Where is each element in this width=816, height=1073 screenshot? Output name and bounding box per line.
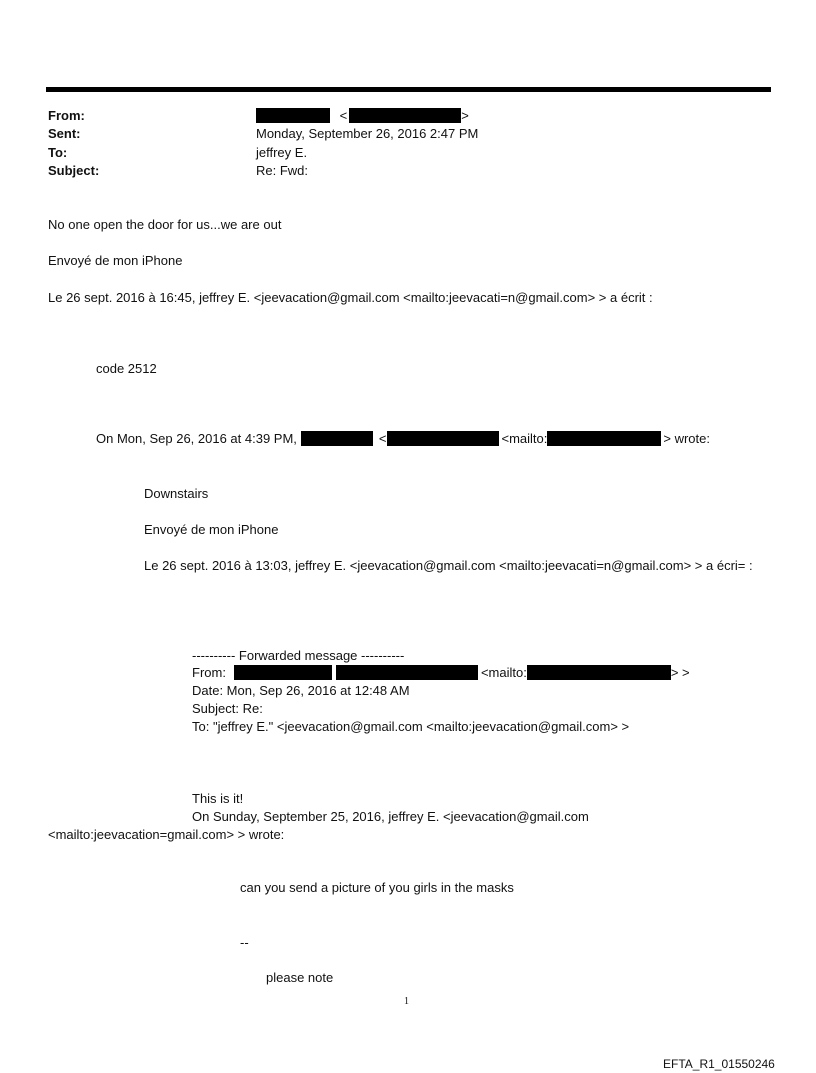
on-mon-lt: < <box>378 431 387 446</box>
subject-label: Subject: <box>48 163 100 178</box>
body-please-note: please note <box>266 970 334 985</box>
body-on-sunday-cont: <mailto:jeevacation=gmail.com> > wrote: <box>48 827 285 842</box>
redaction-box <box>336 665 478 680</box>
from-label: From: <box>48 108 85 123</box>
forwarded-subject: Subject: Re: <box>192 701 263 716</box>
forwarded-from-line <box>192 665 690 681</box>
body-on-mon-line <box>96 431 710 447</box>
on-mon-prefix: On Mon, Sep 26, 2016 at 4:39 PM, <box>96 431 297 446</box>
bates-number: EFTA_R1_01550246 <box>663 1057 775 1071</box>
body-code: code 2512 <box>96 361 157 376</box>
forwarded-date: Date: Mon, Sep 26, 2016 at 12:48 AM <box>192 683 410 698</box>
body-quote-1303: Le 26 sept. 2016 à 13:03, jeffrey E. <jeevacation@gmail.com <mailto:jeevacati=n@gmail.com> > a écri= : <box>144 558 753 573</box>
from-value <box>256 108 469 124</box>
redaction-box <box>256 108 330 123</box>
body-envoye-1: Envoyé de mon iPhone <box>48 253 183 268</box>
body-dashes: -- <box>240 935 249 950</box>
body-line-out: No one open the door for us...we are out <box>48 217 282 232</box>
body-downstairs: Downstairs <box>144 486 209 501</box>
fwd-from-label: From: <box>192 665 226 680</box>
to-value: jeffrey E. <box>256 145 308 160</box>
redaction-box <box>234 665 332 680</box>
body-on-sunday: On Sunday, September 25, 2016, jeffrey E. <jeevacation@gmail.com <box>192 809 589 824</box>
subject-value: Re: Fwd: <box>256 163 309 178</box>
redaction-box <box>547 431 661 446</box>
from-lt: < <box>339 108 348 123</box>
sent-value: Monday, September 26, 2016 2:47 PM <box>256 126 479 141</box>
body-this-is-it: This is it! <box>192 791 244 806</box>
to-label: To: <box>48 145 68 160</box>
header-rule <box>46 87 771 92</box>
fwd-from-suffix: > > <box>670 665 690 680</box>
redaction-box <box>527 665 671 680</box>
from-gt: > <box>461 108 469 123</box>
page-number: 1 <box>404 996 409 1007</box>
redaction-box <box>387 431 499 446</box>
forwarded-to: To: "jeffrey E." <jeevacation@gmail.com <mailto:jeevacation@gmail.com> > <box>192 719 630 734</box>
fwd-from-mailto: <mailto: <box>480 665 527 680</box>
forwarded-header: ---------- Forwarded message ---------- <box>192 648 405 663</box>
body-quote-1645: Le 26 sept. 2016 à 16:45, jeffrey E. <jeevacation@gmail.com <mailto:jeevacati=n@gmail.com> > a écrit : <box>48 290 653 305</box>
on-mon-mailto: <mailto: <box>501 431 548 446</box>
redaction-box <box>349 108 461 123</box>
on-mon-suffix: > wrote: <box>663 431 710 446</box>
redaction-box <box>301 431 373 446</box>
sent-label: Sent: <box>48 126 81 141</box>
body-masks: can you send a picture of you girls in the masks <box>240 880 514 895</box>
body-envoye-2: Envoyé de mon iPhone <box>144 522 279 537</box>
